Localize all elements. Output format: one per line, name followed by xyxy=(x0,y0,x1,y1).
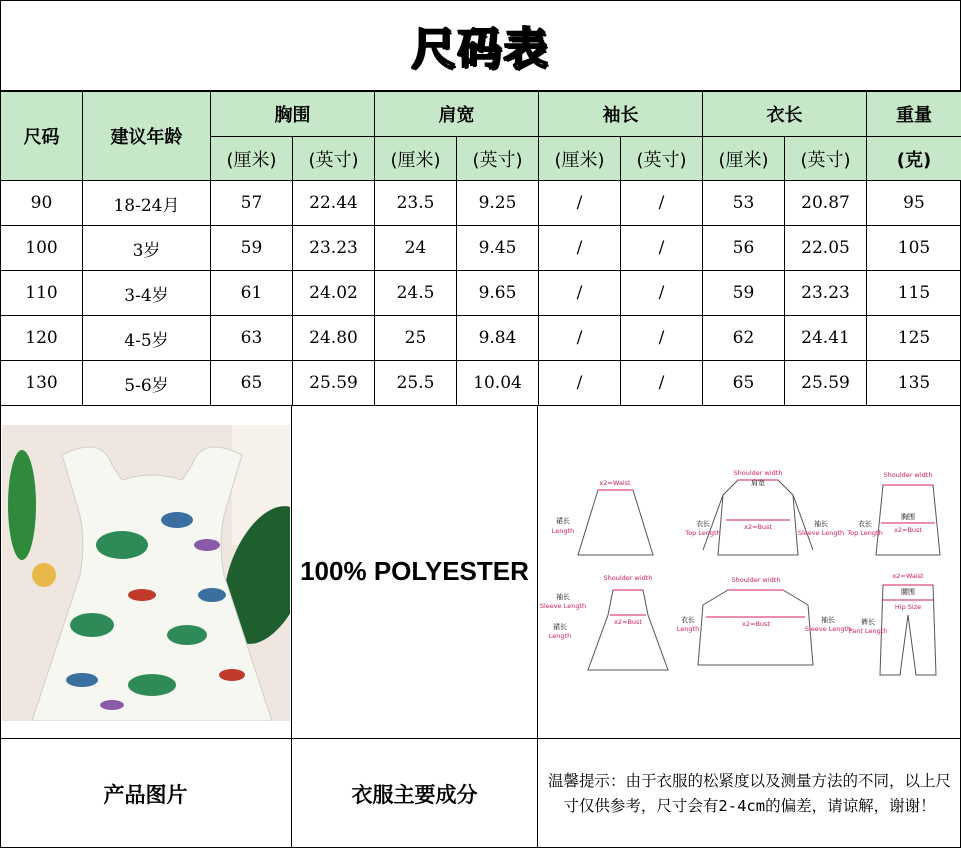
cell-age: 5-6岁 xyxy=(83,361,211,406)
table-row xyxy=(1,181,961,226)
diagram-label-sleeve: Sleeve Length xyxy=(804,625,852,633)
cell-sleeve-in: / xyxy=(621,226,703,271)
material-label: 衣服主要成分 xyxy=(351,782,478,807)
cell-length-cm: 62 xyxy=(703,316,785,361)
header-length: 衣长 xyxy=(703,92,867,137)
header-bust: 胸围 xyxy=(211,92,375,137)
cell-size: 130 xyxy=(1,361,83,406)
cell-shoulder-cm: 25.5 xyxy=(375,361,457,406)
material-label-cell xyxy=(292,739,538,848)
diagram-cn-top-length: 衣长 xyxy=(858,520,872,528)
diagram-label-top-length: Top Length xyxy=(685,529,721,537)
cell-bust-cm: 57 xyxy=(211,181,293,226)
bottom-section xyxy=(0,405,961,848)
diagram-cn-sleeve: 袖长 xyxy=(814,520,828,528)
diagram-label-sleeve: Sleeve Length xyxy=(539,602,587,610)
diagram-cn-top-length: 衣长 xyxy=(681,616,695,624)
diagram-label-shoulder: Shoulder width xyxy=(603,574,653,582)
cell-bust-cm: 65 xyxy=(211,361,293,406)
cell-age: 3-4岁 xyxy=(83,271,211,316)
diagram-label-hip: Hip Size xyxy=(894,603,922,611)
cell-weight: 125 xyxy=(867,316,961,361)
diagram-label-length: Length xyxy=(551,527,575,535)
cell-length-cm: 53 xyxy=(703,181,785,226)
diagram-cn-pant: 裤长 xyxy=(861,618,875,626)
cell-shoulder-in: 10.04 xyxy=(457,361,539,406)
material-text: 100% POLYESTER xyxy=(300,556,529,586)
cell-weight: 115 xyxy=(867,271,961,316)
diagram-cn-length: 裙长 xyxy=(556,517,570,525)
cell-sleeve-cm: / xyxy=(539,181,621,226)
cell-bust-cm: 63 xyxy=(211,316,293,361)
header-weight: 重量 xyxy=(867,92,961,137)
cell-length-cm: 65 xyxy=(703,361,785,406)
cell-age: 4-5岁 xyxy=(83,316,211,361)
cell-sleeve-cm: / xyxy=(539,316,621,361)
diagram-label-waist: x2=Waist xyxy=(892,572,924,580)
cell-sleeve-cm: / xyxy=(539,271,621,316)
cell-bust-cm: 59 xyxy=(211,226,293,271)
table-header-row xyxy=(1,92,961,137)
cell-length-cm: 56 xyxy=(703,226,785,271)
cell-sleeve-in: / xyxy=(621,181,703,226)
diagram-label-waist: x2=Waist xyxy=(599,479,631,487)
cell-shoulder-in: 9.25 xyxy=(457,181,539,226)
unit-inch: (英寸) xyxy=(457,137,539,181)
cell-shoulder-cm: 24 xyxy=(375,226,457,271)
cell-sleeve-cm: / xyxy=(539,361,621,406)
unit-cm: (厘米) xyxy=(211,137,293,181)
diagram-label-bust: x2=Bust xyxy=(744,523,772,531)
cell-length-in: 20.87 xyxy=(785,181,867,226)
product-photo-cell xyxy=(0,405,292,739)
cell-size: 90 xyxy=(1,181,83,226)
cell-sleeve-in: / xyxy=(621,271,703,316)
title-cell xyxy=(0,0,961,91)
table-row xyxy=(1,361,961,406)
cell-bust-in: 24.02 xyxy=(293,271,375,316)
unit-cm: (厘米) xyxy=(703,137,785,181)
diagram-label-bust: x2=Bust xyxy=(614,618,642,626)
cell-weight: 105 xyxy=(867,226,961,271)
cell-length-in: 24.41 xyxy=(785,316,867,361)
table-row xyxy=(1,271,961,316)
table-row xyxy=(1,226,961,271)
cell-bust-in: 22.44 xyxy=(293,181,375,226)
cell-length-cm: 59 xyxy=(703,271,785,316)
cell-shoulder-cm: 23.5 xyxy=(375,181,457,226)
unit-cm: (厘米) xyxy=(539,137,621,181)
measurement-diagram-cell xyxy=(538,405,961,739)
diagram-cn-sleeve: 袖长 xyxy=(556,593,570,601)
cell-bust-cm: 61 xyxy=(211,271,293,316)
header-size: 尺码 xyxy=(1,92,83,181)
table-row xyxy=(1,316,961,361)
unit-inch: (英寸) xyxy=(621,137,703,181)
diagram-label-length: Length xyxy=(548,632,572,640)
header-age: 建议年龄 xyxy=(83,92,211,181)
diagram-label-shoulder: Shoulder width xyxy=(733,469,783,477)
product-photo xyxy=(2,425,290,721)
note-cell xyxy=(538,739,961,848)
dinosaur-dress-image xyxy=(2,425,290,721)
cell-age: 18-24月 xyxy=(83,181,211,226)
cell-shoulder-in: 9.65 xyxy=(457,271,539,316)
cell-size: 100 xyxy=(1,226,83,271)
cell-age: 3岁 xyxy=(83,226,211,271)
diagram-label-pant-length: Pant Length xyxy=(848,627,888,635)
cell-sleeve-in: / xyxy=(621,316,703,361)
diagram-cn-sleeve: 袖长 xyxy=(821,616,835,624)
material-cell xyxy=(292,405,538,739)
diagram-label-sleeve: Sleeve Length xyxy=(797,529,845,537)
unit-cm: (厘米) xyxy=(375,137,457,181)
diagram-label-bust: x2=Bust xyxy=(742,620,770,628)
cell-shoulder-cm: 24.5 xyxy=(375,271,457,316)
cell-shoulder-cm: 25 xyxy=(375,316,457,361)
cell-bust-in: 25.59 xyxy=(293,361,375,406)
size-table xyxy=(0,91,961,406)
cell-sleeve-cm: / xyxy=(539,226,621,271)
diagram-label-shoulder: Shoulder width xyxy=(731,576,781,584)
unit-inch: (英寸) xyxy=(785,137,867,181)
cell-bust-in: 24.80 xyxy=(293,316,375,361)
cell-size: 110 xyxy=(1,271,83,316)
diagram-cn-waist: 腰围 xyxy=(901,588,915,596)
unit-inch: (英寸) xyxy=(293,137,375,181)
diagram-label-bust: x2=Bust xyxy=(894,526,922,534)
diagram-cn-bust: 胸围 xyxy=(901,513,915,521)
diagram-cn-top-length: 衣长 xyxy=(696,520,710,528)
cell-length-in: 23.23 xyxy=(785,271,867,316)
diagram-cn-shoulder: 肩宽 xyxy=(751,479,765,487)
header-sleeve: 袖长 xyxy=(539,92,703,137)
cell-bust-in: 23.23 xyxy=(293,226,375,271)
diagram-cn-length: 裙长 xyxy=(553,623,567,631)
photo-label: 产品图片 xyxy=(103,782,188,807)
diagram-label-length: Length xyxy=(676,625,700,633)
measurement-diagram xyxy=(538,405,961,739)
cell-length-in: 22.05 xyxy=(785,226,867,271)
page-title: 尺码表 xyxy=(411,24,550,75)
diagram-label-top-length: Top Length xyxy=(847,529,883,537)
cell-shoulder-in: 9.84 xyxy=(457,316,539,361)
cell-weight: 135 xyxy=(867,361,961,406)
cell-length-in: 25.59 xyxy=(785,361,867,406)
header-shoulder: 肩宽 xyxy=(375,92,539,137)
cell-shoulder-in: 9.45 xyxy=(457,226,539,271)
cell-weight: 95 xyxy=(867,181,961,226)
cell-size: 120 xyxy=(1,316,83,361)
unit-gram: (克) xyxy=(867,137,961,181)
diagram-label-shoulder: Shoulder width xyxy=(883,471,933,479)
photo-label-cell xyxy=(0,739,292,848)
cell-sleeve-in: / xyxy=(621,361,703,406)
sizing-note: 温馨提示：由于衣服的松紧度以及测量方法的不同，以上尺寸仅供参考，尺寸会有2-4cm的偏差，请谅解，谢谢！ xyxy=(547,771,951,815)
